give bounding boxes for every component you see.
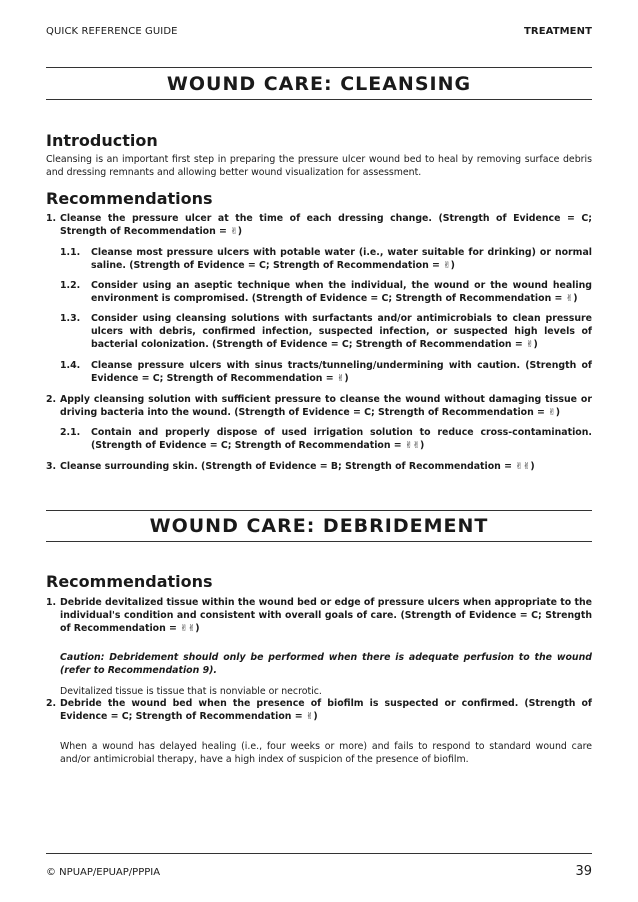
rec-number: 2.1. <box>60 427 81 438</box>
cleansing-rec-1-3 <box>60 312 592 352</box>
rec-close: ) <box>555 407 560 418</box>
rec-number: 1.3. <box>60 313 81 324</box>
devitalized-tissue-note: Devitalized tissue is tissue that is nonviable or necrotic. <box>60 686 322 698</box>
rec-text: Cleanse pressure ulcers with sinus tracts/tunneling/undermining with caution. (Strength of Evidence = C; Strength of Recommendation = <box>91 360 592 384</box>
rec-close: ) <box>195 623 200 634</box>
thumbs-up-icon: ✌ <box>548 408 556 418</box>
rec-number: 1.2. <box>60 280 81 291</box>
rec-text: Debride devitalized tissue within the wound bed or edge of pressure ulcers when appropriate to the individual's condition and consistent with overall goals of care. (Strength of Evidence = C; Strength of Recommendation = <box>60 597 592 634</box>
cleansing-recommendations-heading: Recommendations <box>46 189 213 208</box>
rec-number: 3. <box>46 461 57 472</box>
rec-text: Cleanse most pressure ulcers with potable water (i.e., water suitable for drinking) or normal saline. (Strength of Evidence = C; Strength of Recommendation = <box>91 247 592 271</box>
cleansing-rec-1 <box>46 212 592 239</box>
biofilm-note: When a wound has delayed healing (i.e., four weeks or more) and fails to respond to standard wound care and/or antimicrobial therapy, have a high index of suspicion of the presence of biofilm. <box>60 741 592 766</box>
cleansing-rec-2 <box>46 393 592 420</box>
rec-text: Contain and properly dispose of used irrigation solution to reduce cross-contamination. (Strength of Evidence = C; Strength of Recommendation = <box>91 427 592 451</box>
page-header <box>46 26 592 40</box>
thumbs-up-icon: ✌ <box>525 340 534 350</box>
cleansing-rec-1-2 <box>60 279 592 306</box>
rec-text: Debride the wound bed when the presence of biofilm is suspected or confirmed. (Strength of Evidence = C; Strength of Recommendation = <box>60 698 592 722</box>
rec-number: 1.1. <box>60 247 81 258</box>
footer-divider <box>46 853 592 854</box>
debridement-rec-1 <box>46 596 592 636</box>
rec-number: 2. <box>46 698 57 709</box>
introduction-heading: Introduction <box>46 131 158 150</box>
cleansing-rec-1-1 <box>60 246 592 273</box>
cleansing-rec-3 <box>46 460 592 474</box>
thumbs-up-icon: ✌✌ <box>180 624 196 634</box>
thumbs-up-icon: ✌ <box>230 227 238 237</box>
cleansing-rec-1-4 <box>60 359 592 386</box>
rec-close: ) <box>530 461 535 472</box>
thumbs-up-icon: ✌ <box>443 261 451 271</box>
page-number: 39 <box>575 864 592 879</box>
cleansing-title: WOUND CARE: CLEANSING <box>166 73 472 95</box>
rec-number: 1. <box>46 213 57 224</box>
rec-text: Apply cleansing solution with sufficient pressure to cleanse the wound without damaging tissue or driving bacteria into the wound. (Strength of Evidence = C; Strength of Recommendation = <box>60 394 592 418</box>
rec-close: ) <box>237 226 243 237</box>
rec-text: Consider using cleansing solutions with surfactants and/or antimicrobials to clean pressure ulcers with debris, confirmed infection, suspected infection, or suspected high levels of bacterial colonization. (Strength of Evidence = C; Strength of Recommendation = <box>91 313 592 350</box>
header-guide-label: QUICK REFERENCE GUIDE <box>46 26 178 37</box>
rec-close: ) <box>344 373 349 384</box>
rec-close: ) <box>533 339 538 350</box>
header-section-label: TREATMENT <box>523 26 592 37</box>
rec-text: Consider using an aseptic technique when the individual, the wound or the wound healing environment is compromised. (Strength of Evidence = C; Strength of Recommendation = <box>91 280 592 304</box>
thumbs-up-icon: ✌✌ <box>404 441 421 451</box>
rec-text: Cleanse surrounding skin. (Strength of Evidence = B; Strength of Recommendation = <box>60 461 516 472</box>
thumbs-up-icon: ✌ <box>305 712 314 722</box>
rec-close: ) <box>573 293 578 304</box>
debridement-rec-2 <box>46 697 592 724</box>
rec-close: ) <box>313 711 318 722</box>
cleansing-title-band <box>46 67 592 100</box>
debridement-caution: Caution: Debridement should only be performed when there is adequate perfusion to the wound (refer to Recommendation 9). <box>60 652 592 677</box>
rec-number: 1.4. <box>60 360 81 371</box>
debridement-title-band <box>46 510 592 542</box>
thumbs-up-icon: ✌ <box>336 374 345 384</box>
thumbs-up-icon: ✌ <box>565 294 574 304</box>
footer-copyright: © NPUAP/EPUAP/PPPIA <box>46 867 161 878</box>
introduction-text: Cleansing is an important first step in preparing the pressure ulcer wound bed to heal by removing surface debris and dressing remnants and allowing better wound visualization for assessment. <box>46 154 592 178</box>
thumbs-up-icon: ✌✌ <box>515 462 531 472</box>
cleansing-rec-2-1 <box>60 426 592 453</box>
rec-close: ) <box>420 440 425 451</box>
rec-close: ) <box>450 260 455 271</box>
rec-number: 1. <box>46 597 57 608</box>
rec-text: Cleanse the pressure ulcer at the time of each dressing change. (Strength of Evidence = C; Strength of Recommendation = <box>60 213 592 237</box>
debridement-title: WOUND CARE: DEBRIDEMENT <box>149 515 489 537</box>
debridement-recommendations-heading: Recommendations <box>46 572 213 591</box>
rec-number: 2. <box>46 394 57 405</box>
